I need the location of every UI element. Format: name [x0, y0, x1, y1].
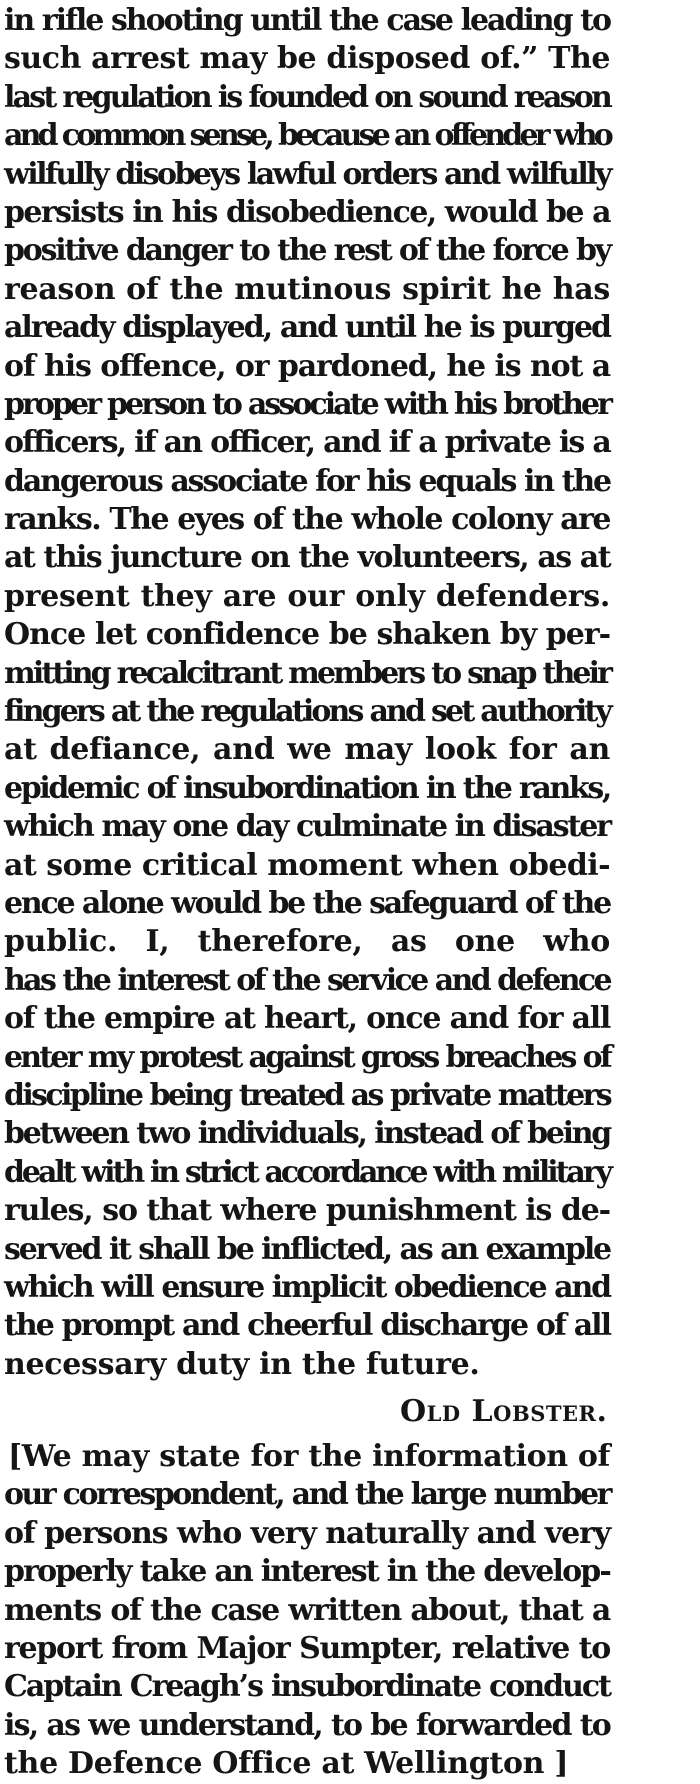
text-line: and common sense, because an offender who [4, 118, 610, 154]
text-line: such arrest may be disposed of.” The [4, 41, 610, 77]
text-line: wilfully disobeys lawful orders and wilfully [4, 156, 610, 192]
text-line: reason of the mutinous spirit he has [4, 271, 610, 307]
text-line: dangerous associate for his equals in the [4, 463, 610, 499]
text-line: already displayed, and until he is purged [4, 310, 610, 346]
text-line: served it shall be inflicted, as an example [4, 1231, 610, 1267]
text-line: mitting recalcitrant members to snap their [4, 655, 610, 691]
text-line: dealt with in strict accordance with military [4, 1154, 610, 1190]
signature: Old Lobster. [400, 1394, 608, 1430]
text-line: at defiance, and we may look for an [4, 732, 610, 768]
text-line: officers, if an officer, and if a private is a [4, 425, 610, 461]
text-line: at this juncture on the volunteers, as at [4, 540, 610, 576]
text-line: necessary duty in the future. [4, 1346, 480, 1382]
text-line: of persons who very naturally and very [4, 1515, 610, 1551]
text-line: public. I, therefore, as one who [4, 924, 610, 960]
text-line: in rifle shooting until the case leading to [4, 3, 610, 38]
text-line: fingers at the regulations and set authority [4, 694, 610, 730]
newspaper-article [4, 2, 610, 1784]
text-line: ranks. The eyes of the whole colony are [4, 502, 610, 538]
text-line: has the interest of the service and defence [4, 962, 610, 998]
text-line: ments of the case written about, that a [4, 1592, 610, 1628]
text-line: of the empire at heart, once and for all [4, 1001, 610, 1037]
text-line: our correspondent, and the large number [4, 1477, 610, 1513]
text-line: between two individuals, instead of being [4, 1116, 610, 1152]
text-line: rules, so that where punishment is de- [4, 1193, 610, 1229]
text-line: epidemic of insubordination in the ranks, [4, 770, 610, 806]
text-line: properly take an interest in the develop- [4, 1554, 610, 1590]
text-line: present they are our only defenders. [4, 578, 610, 614]
letter-body [4, 2, 610, 1384]
text-line: enter my protest against gross breaches of [4, 1039, 610, 1075]
text-line: report from Major Sumpter, relative to [4, 1631, 610, 1667]
text-line: Once let confidence be shaken by per- [4, 617, 610, 653]
text-line: ence alone would be the safeguard of the [4, 885, 610, 921]
text-line: last regulation is founded on sound reason [4, 79, 610, 115]
text-line: positive danger to the rest of the force by [4, 233, 610, 269]
text-line: persists in his disobedience, would be a [4, 194, 610, 230]
text-line: the prompt and cheerful discharge of all [4, 1308, 610, 1344]
text-line: is, as we understand, to be forwarded to [4, 1707, 610, 1743]
editor-note [4, 1438, 610, 1784]
text-line: which will ensure implicit obedience and [4, 1269, 610, 1305]
text-line: proper person to associate with his brother [4, 386, 610, 422]
text-line: Captain Creagh’s insubordinate conduct [4, 1669, 610, 1705]
text-line: the Defence Office at Wellington ] [4, 1746, 569, 1782]
text-line: which may one day culminate in disaster [4, 809, 610, 845]
text-line: [We may state for the information of [8, 1439, 610, 1475]
text-line: discipline being treated as private matters [4, 1077, 610, 1113]
text-line: at some critical moment when obedi- [4, 847, 610, 883]
text-line: of his offence, or pardoned, he is not a [4, 348, 610, 384]
